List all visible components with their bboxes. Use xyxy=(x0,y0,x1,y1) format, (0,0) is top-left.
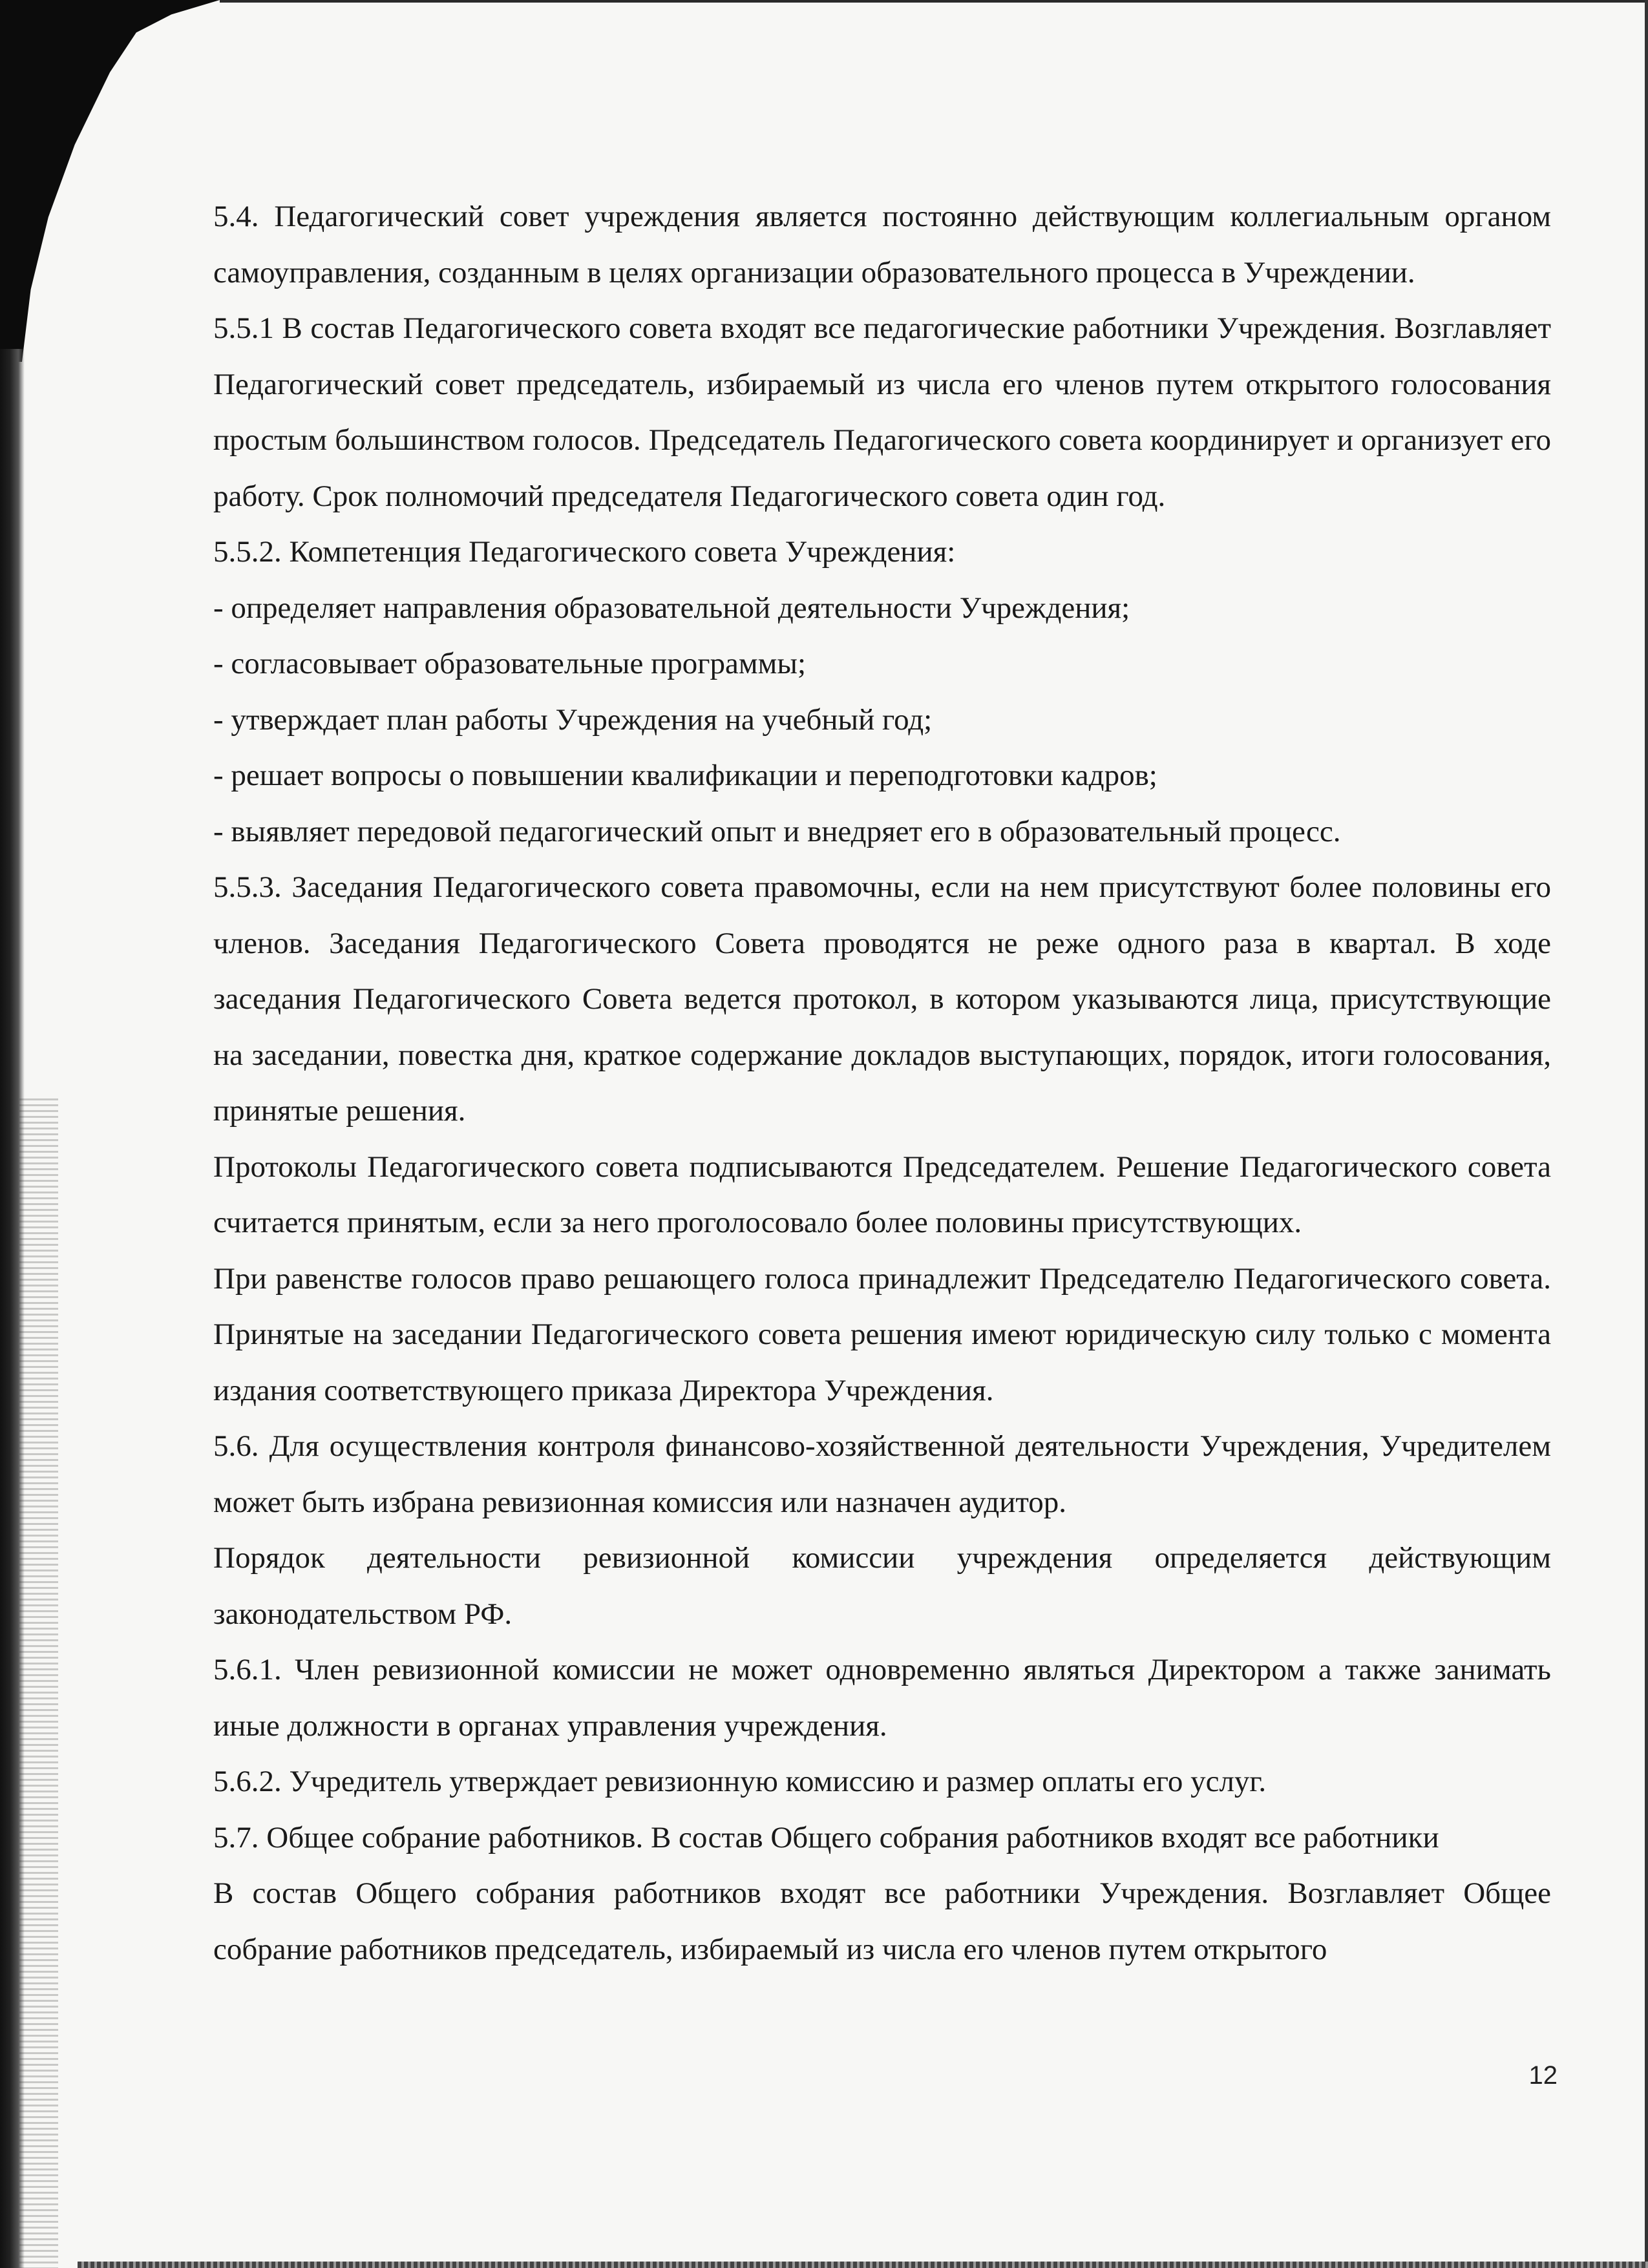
paragraph-5-5-2: 5.5.2. Компетенция Педагогического совета Учреждения: xyxy=(213,535,956,569)
list-item: - утверждает план работы Учреждения на учебный год; xyxy=(213,702,933,737)
paragraph-5-5-1: 5.5.1 В состав Педагогического совета входят все педагогические работники Учреждения. Возглавляет Педагогический совет председатель, избираемый из числа его членов путем открытого голосования простым большинством голосов. Председатель Педагогического совета координирует и организует его работу. Срок полномочий председателя Педагогического совета один год. xyxy=(213,311,1551,513)
scan-edge-right xyxy=(1645,0,1648,2268)
paragraph-5-5-3: 5.5.3. Заседания Педагогического совета правомочны, если на нем присутствуют более половины его членов. Заседания Педагогического Совета проводятся не реже одного раза в квартал. В ходе заседания Педагогического Совета ведется протокол, в котором указываются лица, присутствующие на заседании, повестка дня, краткое содержание докладов выступающих, порядок, итоги голосования, принятые решения. xyxy=(213,870,1551,1128)
paragraph-5-6-1: 5.6.1. Член ревизионной комиссии не может одновременно являться Директором а также занимать иные должности в органах управления учреждения. xyxy=(213,1653,1551,1743)
paragraph-5-7: 5.7. Общее собрание работников. В состав Общего собрания работников входят все работники xyxy=(213,1820,1439,1854)
list-item: - выявляет передовой педагогический опыт и внедряет его в образовательный процесс. xyxy=(213,814,1341,848)
scan-edge-bottom xyxy=(78,2262,1648,2268)
page-number: 12 xyxy=(1528,2061,1558,2090)
paragraph-equal-votes: При равенстве голосов право решающего голоса принадлежит Председателю Педагогического совета. Принятые на заседании Педагогического совета решения имеют юридическую силу только с момента издания соответствующего приказа Директора Учреждения. xyxy=(213,1261,1551,1407)
scan-shadow-top xyxy=(0,0,220,362)
paragraph-protocols: Протоколы Педагогического совета подписываются Председателем. Решение Педагогического совета считается принятым, если за него проголосовало более половины присутствующих. xyxy=(213,1150,1551,1239)
document-body xyxy=(213,189,1551,1977)
paragraph-general-meeting: В состав Общего собрания работников входят все работники Учреждения. Возглавляет Общее собрание работников председатель, избираемый из числа его членов путем открытого xyxy=(213,1876,1551,1966)
paragraph-5-6: 5.6. Для осуществления контроля финансово-хозяйственной деятельности Учреждения, Учредителем может быть избрана ревизионная комиссия или назначен аудитор. xyxy=(213,1429,1551,1519)
paragraph-5-4: 5.4. Педагогический совет учреждения является постоянно действующим коллегиальным органом самоуправления, созданным в целях организации образовательного процесса в Учреждении. xyxy=(213,200,1551,289)
list-item: - согласовывает образовательные программы; xyxy=(213,647,807,680)
scan-noise-left xyxy=(19,1098,58,2268)
paragraph-5-6-2: 5.6.2. Учредитель утверждает ревизионную комиссию и размер оплаты его услуг. xyxy=(213,1765,1267,1798)
paragraph-audit-order: Порядок деятельности ревизионной комиссии учреждения определяется действующим законодательством РФ. xyxy=(213,1541,1551,1631)
scan-edge-top xyxy=(220,0,1648,3)
list-item: - определяет направления образовательной деятельности Учреждения; xyxy=(213,591,1130,625)
list-item: - решает вопросы о повышении квалификации и переподготовки кадров; xyxy=(213,759,1157,792)
